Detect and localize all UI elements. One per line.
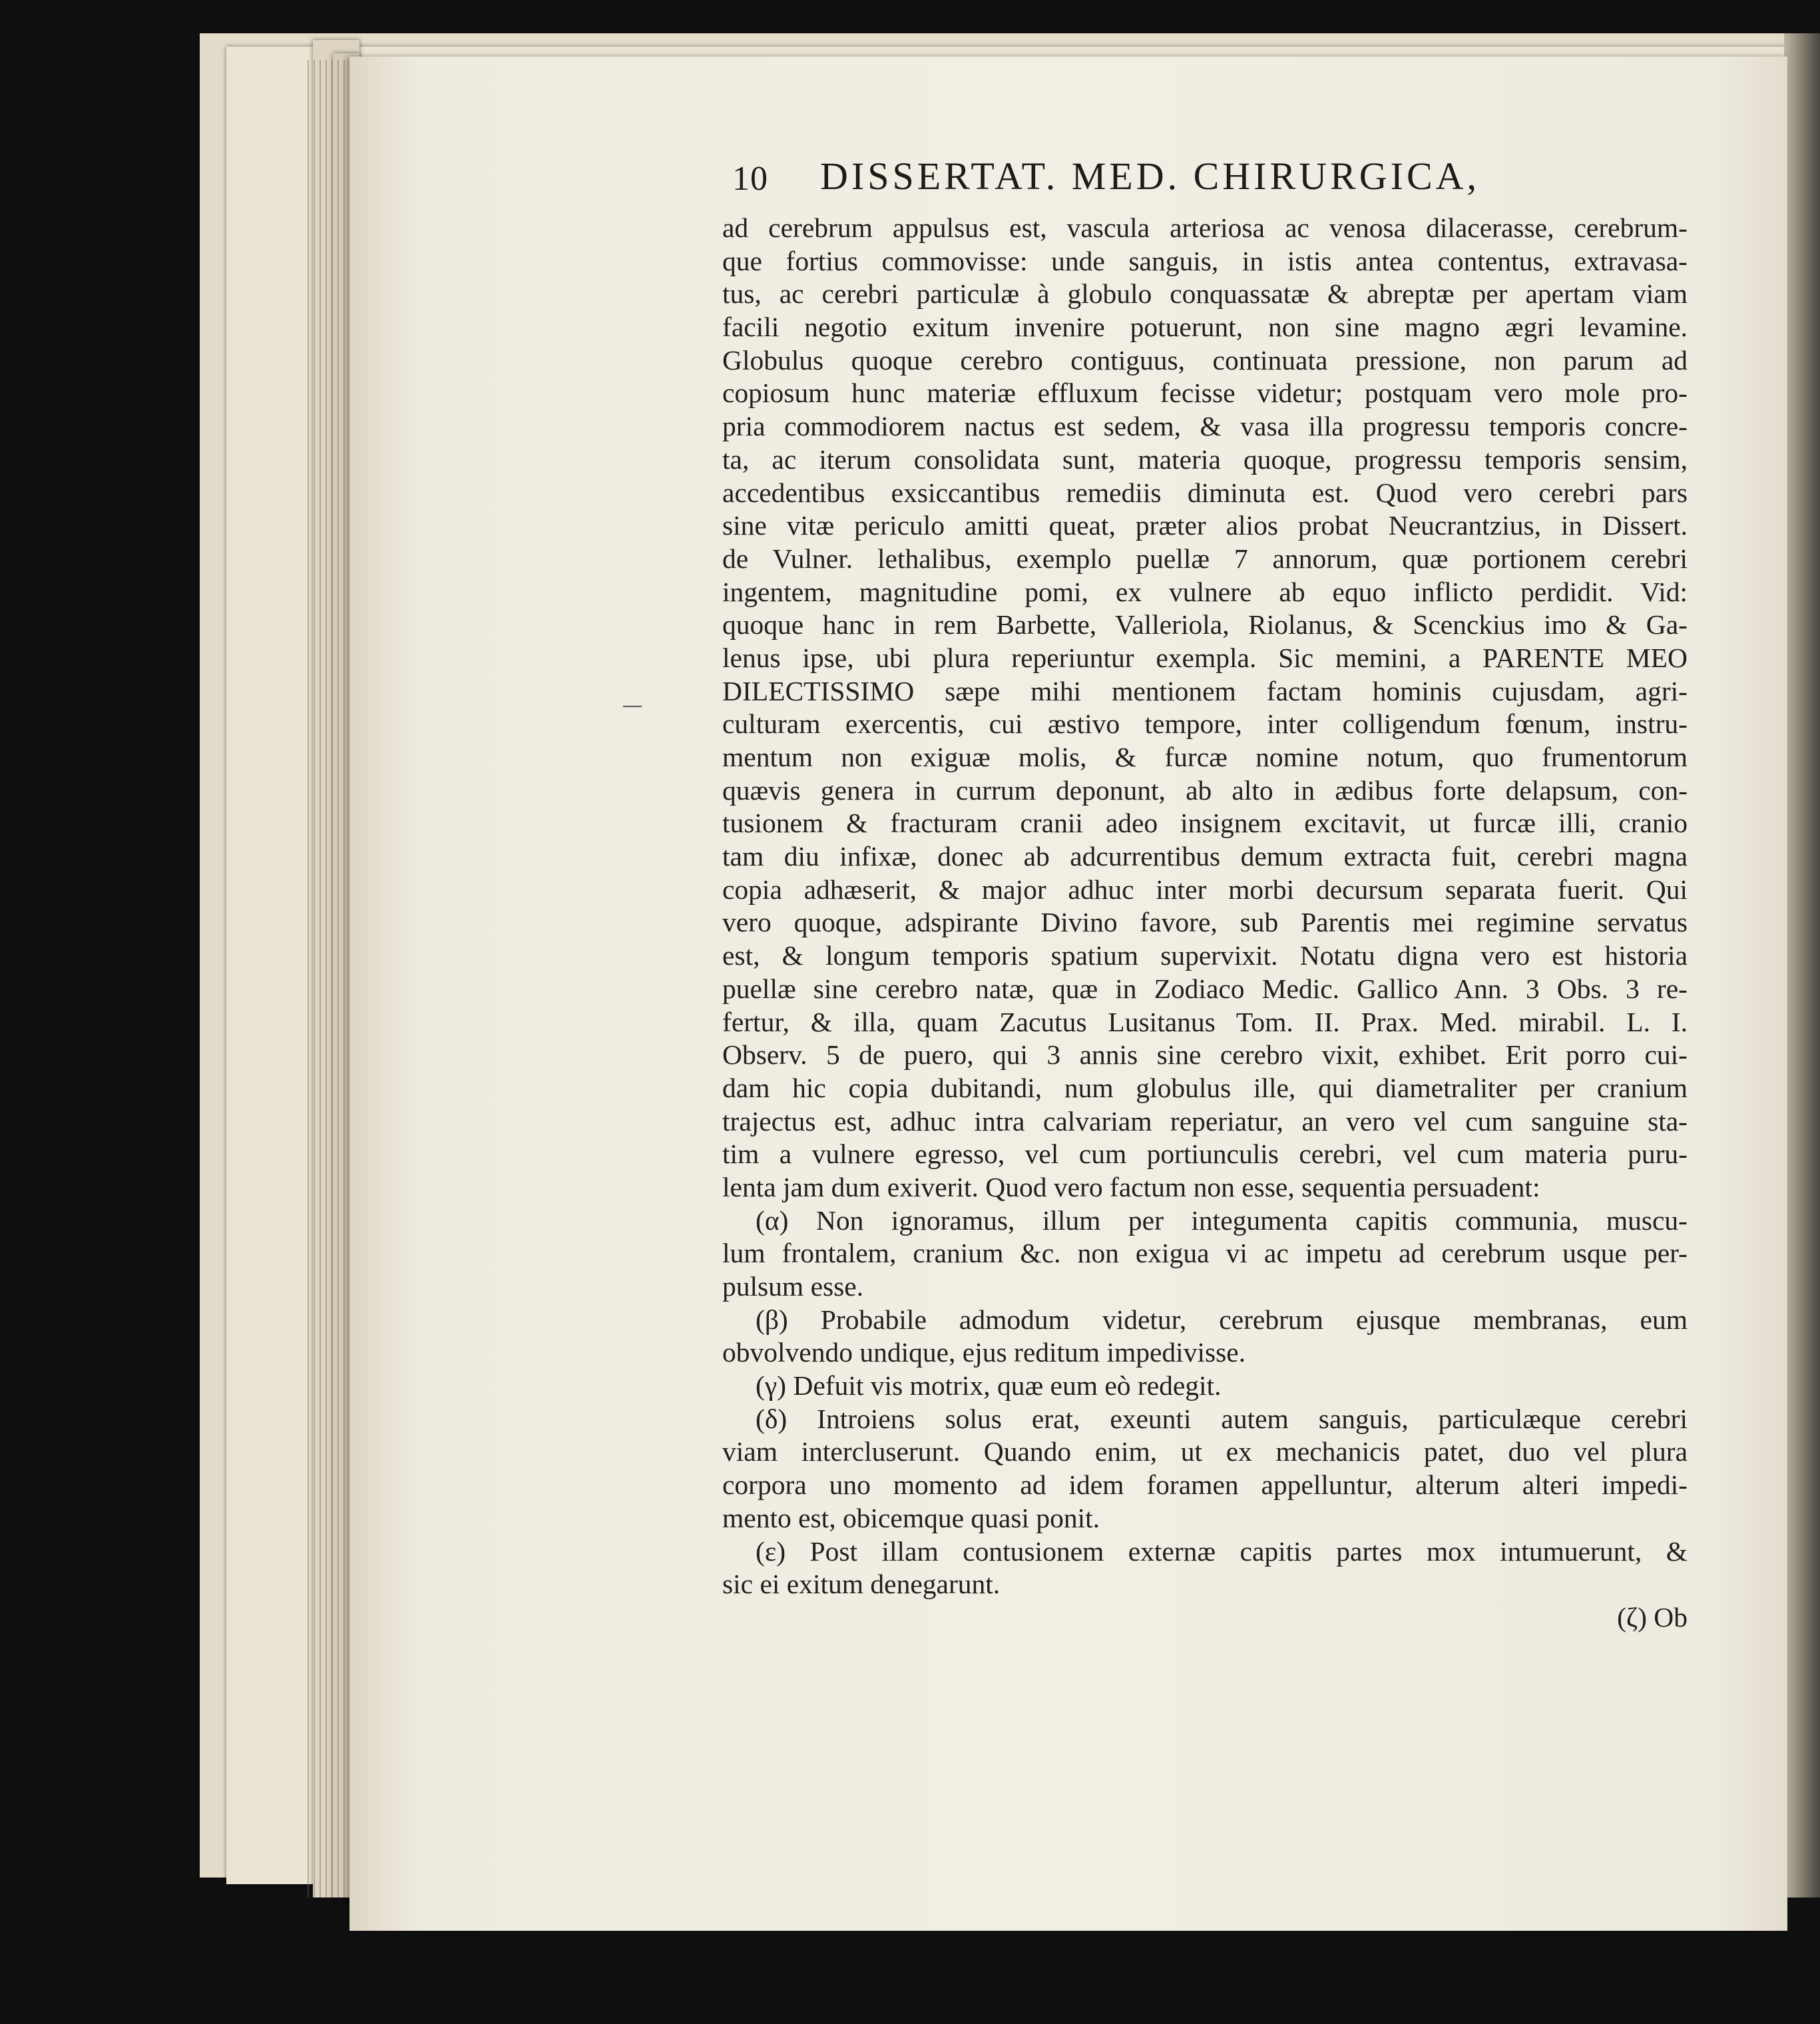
text-line: accedentibus exsiccantibus remediis diminuta est. Quod vero cerebri pars [722,477,1688,508]
text-line: que fortius commovisse: unde sanguis, in istis antea contentus, extravasa- [722,245,1688,276]
text-line: corpora uno momento ad idem foramen appelluntur, alterum alteri impedi- [722,1469,1688,1501]
catchword: (ζ) Ob [1617,1601,1688,1633]
text-line: pria commodiorem nactus est sedem, & vasa illa progressu temporis concre- [722,411,1688,442]
text-line: lenta jam dum exiverit. Quod vero factum non esse, sequentia persuadent: [722,1171,1540,1202]
right-page-shadow [1784,33,1820,1898]
text-line: vero quoque, adspirante Divino favore, sub Parentis mei regimine servatus [722,907,1688,938]
page-stack-lines [308,60,354,1898]
text-line: ta, ac iterum consolidata sunt, materia quoque, progressu temporis sensim, [722,443,1688,475]
text-line: mentum non exiguæ molis, & furcæ nomine notum, quo frumentorum [722,742,1688,772]
body-text [722,212,1688,1635]
text-line: tusionem & fracturam cranii adeo insignem excitavit, ut furcæ illi, cranio [722,808,1688,839]
text-line: lum frontalem, cranium &c. non exigua vi ac impetu ad cerebrum usque per- [722,1238,1688,1269]
text-line: facili negotio exitum invenire potuerunt, non sine magno ægri levamine. [722,312,1688,343]
text-line: sic ei exitum denegarunt. [722,1569,1001,1600]
running-title: DISSERTAT. MED. CHIRURGICA, [820,154,1480,198]
page-number: 10 [732,160,768,198]
text-line: copia adhæserit, & major adhuc inter morbi decursum separata fuerit. Qui [722,874,1688,905]
text-line: mento est, obicemque quasi ponit. [722,1502,1100,1533]
list-item-beta: (β) Probabile admodum videtur, cerebrum ejusque membranas, eum [756,1304,1688,1335]
text-line: quoque hanc in rem Barbette, Valleriola, Riolanus, & Scenckius imo & Ga- [722,609,1688,640]
text-line: DILECTISSIMO sæpe mihi mentionem factam hominis cujusdam, agri- [722,675,1688,706]
text-line: lenus ipse, ubi plura reperiuntur exempla. Sic memini, a PARENTE MEO [722,642,1688,673]
list-item-delta: (δ) Introiens solus erat, exeunti autem sanguis, particulæque cerebri [756,1403,1688,1434]
text-line: obvolvendo undique, ejus reditum impedivisse. [722,1337,1246,1368]
text-line: fertur, & illa, quam Zacutus Lusitanus Tom. II. Prax. Med. mirabil. L. I. [722,1006,1688,1037]
text-line: dam hic copia dubitandi, num globulus ille, qui diametraliter per cranium [722,1072,1688,1103]
list-item-epsilon: (ε) Post illam contusionem externæ capitis partes mox intumuerunt, & [756,1535,1688,1567]
text-line: puellæ sine cerebro natæ, quæ in Zodiaco Medic. Gallico Ann. 3 Obs. 3 re- [722,973,1688,1004]
text-line: trajectus est, adhuc intra calvariam reperiatur, an vero vel cum sanguine sta- [722,1105,1688,1137]
text-line: quævis genera in currum deponunt, ab alto in ædibus forte delapsum, con- [722,774,1688,806]
list-item-alpha: (α) Non ignoramus, illum per integumenta capitis communia, muscu- [756,1204,1688,1236]
text-line: pulsum esse. [722,1271,864,1302]
text-line: tus, ac cerebri particulæ à globulo conquassatæ & abreptæ per apertam viam [722,278,1688,310]
text-line: tim a vulnere egresso, vel cum portiunculis cerebri, vel cum materia puru- [722,1138,1688,1170]
text-line: ingentem, magnitudine pomi, ex vulnere ab equo inflicto perdidit. Vid: [722,576,1688,607]
text-line: tam diu infixæ, donec ab adcurrentibus demum extracta fuit, cerebri magna [722,841,1688,872]
text-line: de Vulner. lethalibus, exemplo puellæ 7 annorum, quæ portionem cerebri [722,543,1688,574]
text-line: est, & longum temporis spatium supervixit. Notatu digna vero est historia [722,940,1688,971]
text-line: sine vitæ periculo amitti queat, præter alios probat Neucrantzius, in Dissert. [722,510,1688,541]
text-line: viam intercluserunt. Quando enim, ut ex mechanicis patet, duo vel plura [722,1436,1688,1467]
text-line: ad cerebrum appulsus est, vascula arteriosa ac venosa dilacerasse, cerebrum- [722,212,1688,243]
text-line: Globulus quoque cerebro contiguus, continuata pressione, non parum ad [722,344,1688,376]
list-item-gamma: (γ) Defuit vis motrix, quæ eum eò redegit. [756,1370,1222,1401]
text-line: copiosum hunc materiæ effluxum fecisse videtur; postquam vero mole pro- [722,378,1688,409]
page-header [727,150,1692,210]
margin-mark [623,706,642,707]
text-line: Observ. 5 de puero, qui 3 annis sine cerebro vixit, exhibet. Erit porro cui- [722,1039,1688,1071]
text-line: culturam exercentis, cui æstivo tempore, inter colligendum fœnum, instru- [722,708,1688,740]
